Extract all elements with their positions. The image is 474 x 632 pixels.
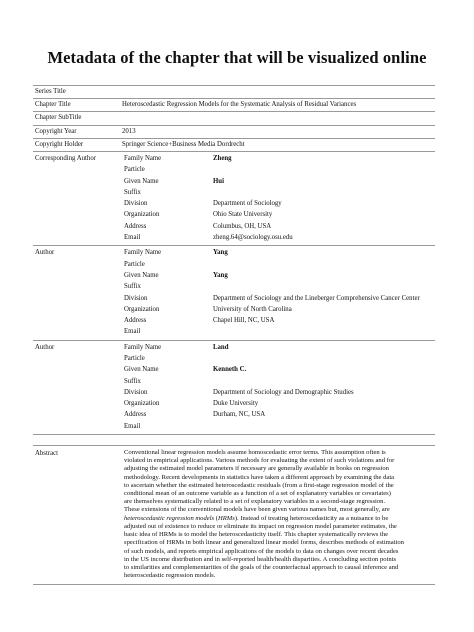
- field-value: Ohio State University: [213, 211, 273, 219]
- field-label: Particle: [124, 166, 145, 174]
- person-role: Author: [35, 249, 55, 257]
- abstract-line: These extensions of the conventional models have been given various names but, most generally, are: [124, 506, 390, 514]
- row-chapter-subtitle: [33, 112, 435, 125]
- field-label: Family Name: [124, 343, 162, 351]
- person-block-author-land: [33, 341, 435, 435]
- field-value: Department of Sociology and the Lineberger Comprehensive Cancer Center: [213, 294, 420, 302]
- field-value: Hui: [213, 177, 224, 185]
- field-email: [33, 326, 435, 337]
- field-value: Yang: [213, 249, 228, 257]
- field-value: Department of Sociology: [213, 200, 282, 208]
- field-value: University of North Carolina: [213, 305, 292, 313]
- field-label: Division: [124, 388, 148, 396]
- field-value: Chapel Hill, NC, USA: [213, 317, 275, 325]
- field-value: Kenneth C.: [213, 366, 247, 374]
- field-value: Land: [213, 343, 229, 351]
- field-email: [33, 232, 435, 243]
- field-label: Suffix: [124, 377, 141, 385]
- field-label: Division: [124, 200, 148, 208]
- field-label: Given Name: [124, 177, 159, 185]
- field-label: Email: [124, 422, 141, 430]
- abstract-text: [124, 449, 435, 580]
- metadata-table: [33, 85, 435, 585]
- field-family-name: [33, 342, 435, 353]
- field-email: [33, 421, 435, 432]
- abstract-line: adjusted out of existence to reduce or eliminate its impact on regression model parameter estimates, the: [124, 522, 397, 530]
- field-label: Address: [124, 411, 147, 419]
- person-role: Author: [35, 343, 55, 351]
- field-address: [33, 315, 435, 326]
- field-organization: [33, 398, 435, 409]
- field-address: [33, 409, 435, 420]
- abstract-line: Conventional linear regression models assume homoscedastic error terms. This assumption often is: [124, 449, 386, 457]
- abstract-line: in the US income distribution and in self-reported health/health disparities. A concluding section points: [124, 555, 397, 563]
- abstract-line: are themselves systematically related to a set of explanatory variables in a second-stage regression.: [124, 498, 386, 506]
- field-particle: [33, 259, 435, 270]
- field-label: Suffix: [124, 283, 141, 291]
- email-value: zheng.64@sociology.osu.edu: [213, 234, 293, 242]
- field-label: Family Name: [124, 154, 162, 162]
- person-role: Corresponding Author: [35, 154, 96, 162]
- field-label: Family Name: [124, 249, 162, 257]
- abstract-line: methodology. Recent developments in statistics have taken a different approach by examining the data: [124, 473, 395, 481]
- abstract-line: to similarities and complementarities of the goals of the counterfactual approach to causal inference and: [124, 563, 399, 571]
- field-suffix: [33, 187, 435, 198]
- row-copyright-holder: [33, 139, 435, 152]
- row-label: Chapter SubTitle: [35, 114, 82, 122]
- field-label: Organization: [124, 400, 160, 408]
- abstract-row: [33, 446, 435, 585]
- row-chapter-title: [33, 99, 435, 112]
- abstract-line: heteroscedastic regression models.: [124, 572, 216, 580]
- field-value: Durham, NC, USA: [213, 411, 266, 419]
- field-value: Yang: [213, 271, 228, 279]
- field-division: [33, 293, 435, 304]
- abstract-line: conditional mean of an outcome variable as a function of a set of explanatory variables or covariates): [124, 490, 391, 498]
- page-title: Metadata of the chapter that will be visualized online: [47, 48, 427, 67]
- row-value: Springer Science+Business Media Dordrecht: [122, 140, 245, 148]
- abstract-line: to ascertain whether the estimated heteroscedastic residuals (from a first-stage regression model of the: [124, 481, 394, 489]
- abstract-line: specification of HRMs in both linear and generalized linear model forms, describes methods of estimation: [124, 539, 404, 547]
- field-organization: [33, 209, 435, 220]
- field-label: Address: [124, 222, 147, 230]
- field-label: Given Name: [124, 366, 159, 374]
- field-label: Email: [124, 234, 141, 242]
- field-value: Department of Sociology and Demographic Studies: [213, 388, 354, 396]
- row-label: Copyright Holder: [35, 140, 84, 148]
- field-given-name: [33, 364, 435, 375]
- field-label: Particle: [124, 260, 145, 268]
- abstract-line: of such models, and reports empirical applications of the models to data on changes over recent decades: [124, 547, 399, 555]
- abstract-label: Abstract: [35, 450, 59, 458]
- field-label: Organization: [124, 211, 160, 219]
- field-division: [33, 387, 435, 398]
- row-label: Copyright Year: [35, 127, 77, 135]
- abstract-line: basic idea of HRMs is to model the heteroscedasticity itself. This chapter systematically reviews the: [124, 531, 389, 539]
- field-division: [33, 198, 435, 209]
- field-family-name: [33, 247, 435, 258]
- field-label: Email: [124, 328, 141, 336]
- abstract-line: violated in empirical applications. Various methods for evaluating the extent of such violations and for: [124, 457, 395, 465]
- field-particle: [33, 164, 435, 175]
- row-label: Series Title: [35, 88, 66, 95]
- field-label: Particle: [124, 354, 145, 362]
- field-suffix: [33, 281, 435, 292]
- field-particle: [33, 353, 435, 364]
- field-address: [33, 221, 435, 232]
- row-label: Chapter Title: [35, 101, 71, 109]
- field-given-name: [33, 176, 435, 187]
- row-value: 2013: [122, 127, 136, 135]
- row-copyright-year: [33, 126, 435, 139]
- field-suffix: [33, 376, 435, 387]
- field-label: Organization: [124, 305, 160, 313]
- field-label: Division: [124, 294, 148, 302]
- field-value: Columbus, OH, USA: [213, 222, 272, 230]
- row-value: Heteroscedastic Regression Models for the Systematic Analysis of Residual Variances: [122, 101, 357, 109]
- person-block-corresponding-author: [33, 152, 435, 246]
- field-label: Given Name: [124, 271, 159, 279]
- section-divider: [33, 435, 435, 446]
- field-value: Zheng: [213, 154, 232, 162]
- field-label: Address: [124, 317, 147, 325]
- field-family-name: [33, 153, 435, 164]
- abstract-line: heteroscedastic regression models (HRMs). Instead of treating heteroscedasticity as a nuisance to be: [124, 514, 389, 522]
- row-series-title: [33, 85, 435, 99]
- abstract-line: adjusting the estimated model parameters if necessary are generally available in books on regression: [124, 465, 389, 473]
- field-label: Suffix: [124, 188, 141, 196]
- field-value: Duke University: [213, 400, 259, 408]
- field-organization: [33, 304, 435, 315]
- field-given-name: [33, 270, 435, 281]
- person-block-author-yang: [33, 246, 435, 340]
